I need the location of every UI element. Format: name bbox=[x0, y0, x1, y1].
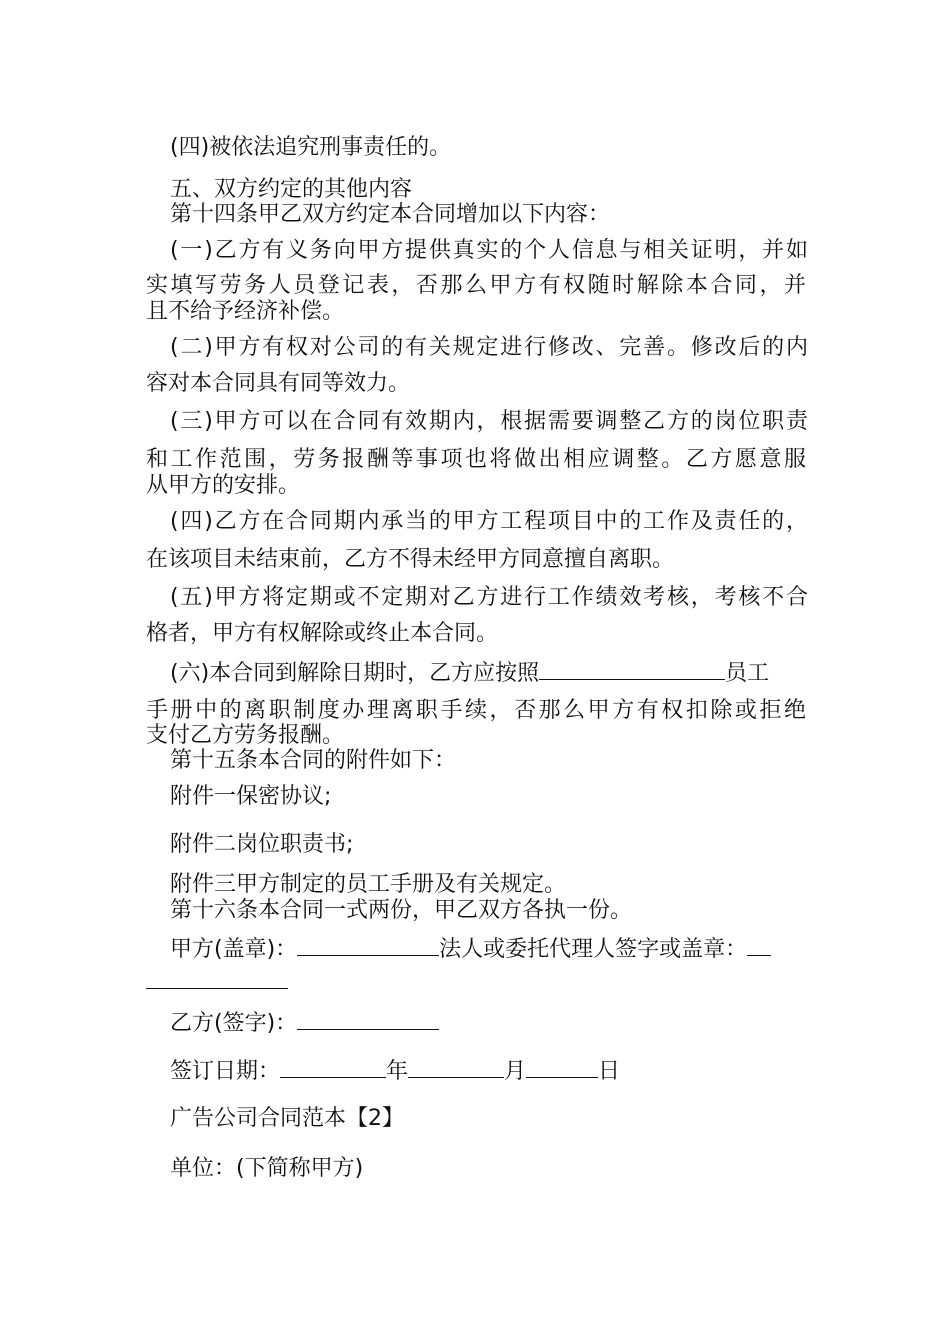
next-contract-title: 广告公司合同范本【2】 bbox=[170, 1106, 404, 1131]
year-label: 年 bbox=[386, 1059, 409, 1084]
item-4-line-1: (四)乙方在合同期内承当的甲方工程项目中的工作及责任的， bbox=[170, 509, 808, 534]
party-b-signature-blank[interactable] bbox=[297, 1007, 439, 1030]
item-3-line-3: 从甲方的安排。 bbox=[146, 473, 301, 498]
item-3-line-1: (三)甲方可以在合同有效期内，根据需要调整乙方的岗位职责 bbox=[170, 409, 808, 434]
party-b-label: 乙方(签字)： bbox=[170, 1011, 298, 1036]
sign-date-line bbox=[170, 1055, 620, 1086]
item-3-line-2: 和工作范围，劳务报酬等事项也将做出相应调整。乙方愿意服 bbox=[146, 447, 806, 472]
representative-signature-continuation bbox=[146, 966, 288, 997]
day-label: 日 bbox=[598, 1059, 621, 1084]
item-6-text-before: (六)本合同到解除日期时，乙方应按照 bbox=[170, 661, 540, 686]
item-5-line-1: (五)甲方将定期或不定期对乙方进行工作绩效考核，考核不合 bbox=[170, 585, 808, 610]
representative-label: 法人或委托代理人签字或盖章： bbox=[439, 937, 748, 962]
item-1-line-2: 实填写劳务人员登记表，否那么甲方有权随时解除本合同，并 bbox=[146, 273, 806, 298]
employee-handbook-blank[interactable] bbox=[539, 657, 725, 680]
article-14-heading: 第十四条甲乙双方约定本合同增加以下内容： bbox=[170, 202, 611, 227]
month-label: 月 bbox=[504, 1059, 527, 1084]
item-6-line-3: 支付乙方劳务报酬。 bbox=[146, 723, 345, 748]
section-5-heading: 五、双方约定的其他内容 bbox=[170, 177, 413, 202]
item-2-line-1: (二)甲方有权对公司的有关规定进行修改、完善。修改后的内 bbox=[170, 335, 808, 360]
attachment-1: 附件一保密协议; bbox=[170, 784, 332, 809]
sign-date-label: 签订日期： bbox=[170, 1059, 281, 1084]
representative-signature-blank-2[interactable] bbox=[146, 966, 288, 989]
clause-4-text: (四)被依法追究刑事责任的。 bbox=[170, 135, 452, 160]
representative-signature-blank[interactable] bbox=[747, 933, 771, 956]
sign-year-blank[interactable] bbox=[280, 1055, 386, 1078]
article-15-heading: 第十五条本合同的附件如下： bbox=[170, 748, 457, 773]
item-6-line-1 bbox=[170, 657, 769, 688]
item-2-line-2: 容对本合同具有同等效力。 bbox=[146, 371, 411, 396]
item-4-line-2: 在该项目未结束前，乙方不得未经甲方同意擅自离职。 bbox=[146, 547, 675, 572]
item-6-line-2: 手册中的离职制度办理离职手续，否那么甲方有权扣除或拒绝 bbox=[146, 698, 806, 723]
item-6-text-after: 员工 bbox=[725, 661, 770, 686]
attachment-2: 附件二岗位职责书; bbox=[170, 832, 354, 857]
unit-line: 单位：(下简称甲方) bbox=[170, 1156, 364, 1181]
party-a-line bbox=[170, 933, 771, 964]
attachment-3: 附件三甲方制定的员工手册及有关规定。 bbox=[170, 872, 567, 897]
sign-month-blank[interactable] bbox=[408, 1055, 504, 1078]
party-a-label: 甲方(盖章)： bbox=[170, 937, 298, 962]
party-a-seal-blank[interactable] bbox=[297, 933, 439, 956]
article-16-heading: 第十六条本合同一式两份，甲乙双方各执一份。 bbox=[170, 898, 633, 923]
party-b-line bbox=[170, 1007, 439, 1038]
item-5-line-2: 格者，甲方有权解除或终止本合同。 bbox=[146, 621, 499, 646]
item-1-line-1: (一)乙方有义务向甲方提供真实的个人信息与相关证明，并如 bbox=[170, 238, 808, 263]
sign-day-blank[interactable] bbox=[526, 1055, 598, 1078]
item-1-line-3: 且不给予经济补偿。 bbox=[146, 299, 345, 324]
